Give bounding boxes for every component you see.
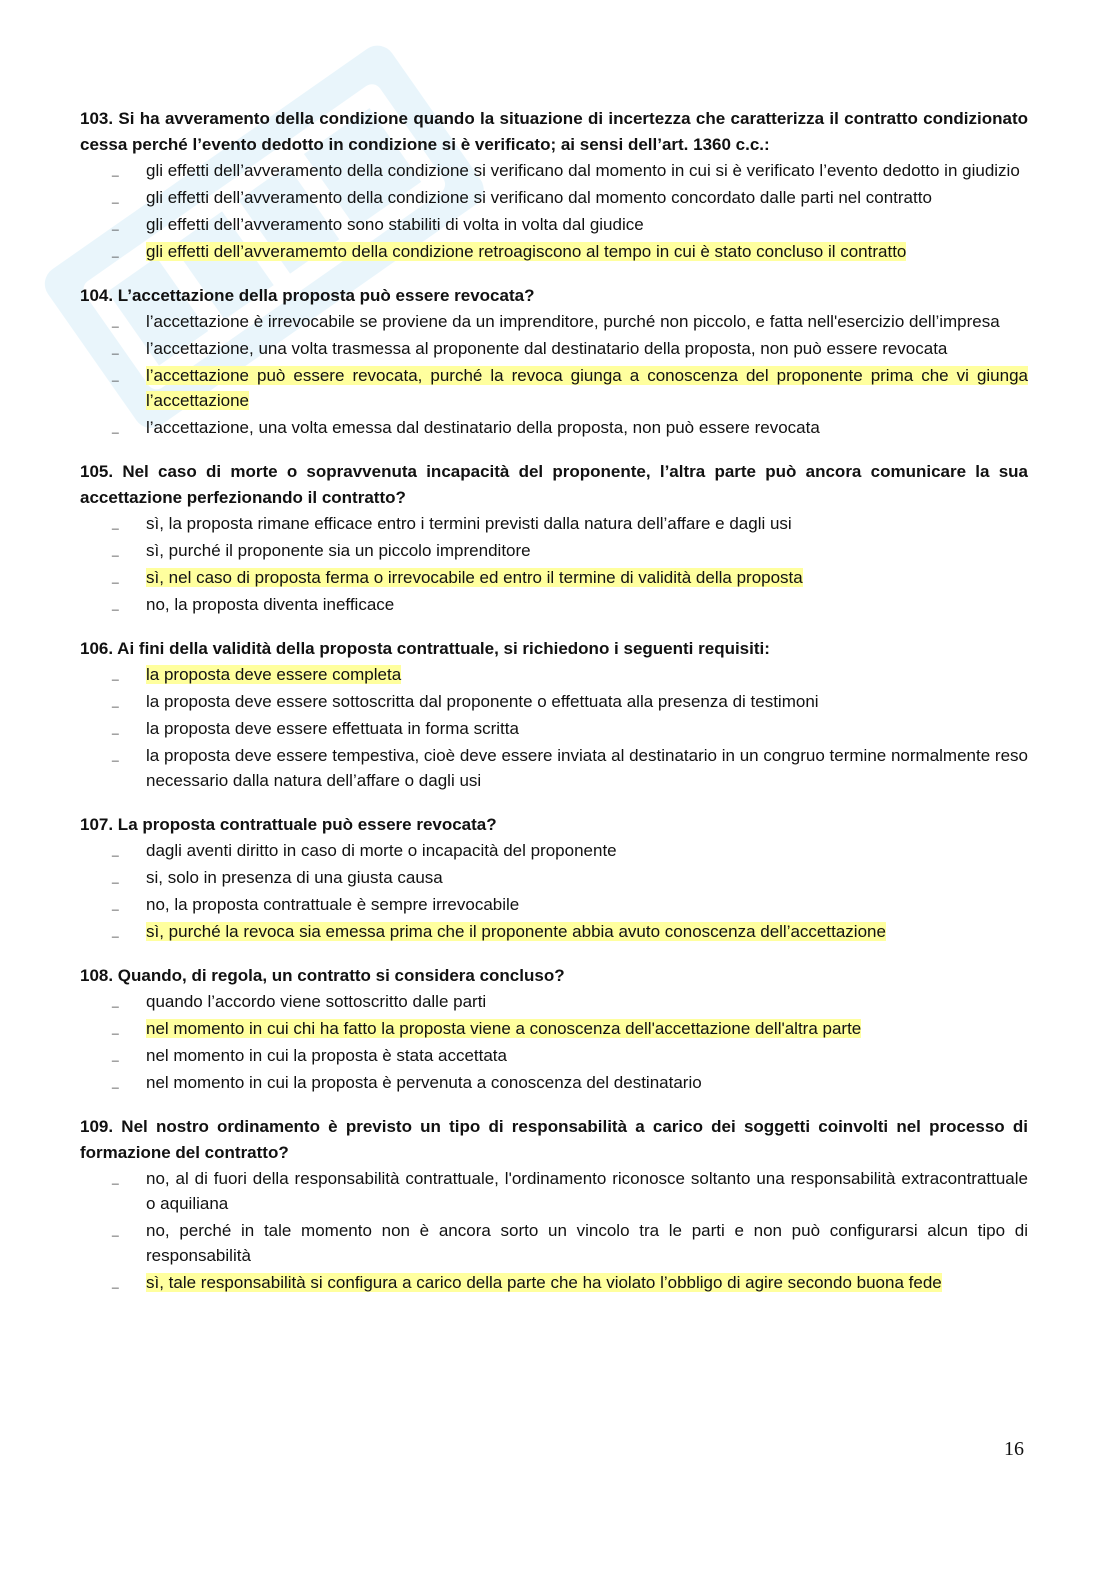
answer-text: la proposta deve essere completa xyxy=(146,665,402,684)
bullet-icon: _ xyxy=(112,570,119,584)
answer-text: sì, nel caso di proposta ferma o irrevocabile ed entro il termine di validità della proposta xyxy=(146,568,803,587)
bullet-icon: _ xyxy=(112,516,119,530)
answer-option xyxy=(80,336,1028,361)
bullet-icon: _ xyxy=(112,420,119,434)
question-block xyxy=(80,106,1028,264)
document-page xyxy=(80,106,1028,1314)
bullet-icon: _ xyxy=(112,244,119,258)
answer-option xyxy=(80,689,1028,714)
answer-text: l’accettazione è irrevocabile se proviene da un imprenditore, purché non piccolo, e fatta nell'esercizio dell’impresa xyxy=(146,312,1000,331)
answer-option xyxy=(80,1043,1028,1068)
bullet-icon: _ xyxy=(112,667,119,681)
answer-text: la proposta deve essere effettuata in forma scritta xyxy=(146,719,519,738)
answer-text: nel momento in cui chi ha fatto la proposta viene a conoscenza dell'accettazione dell'altra parte xyxy=(146,1019,862,1038)
bullet-icon: _ xyxy=(112,994,119,1008)
answer-text: la proposta deve essere tempestiva, cioè deve essere inviata al destinatario in un congruo termine normalmente reso necessario dalla natura dell’affare o dagli usi xyxy=(146,746,1028,790)
page-number: 16 xyxy=(1004,1438,1024,1460)
question-title: 104. L’accettazione della proposta può essere revocata? xyxy=(80,286,535,305)
question-block xyxy=(80,812,1028,944)
bullet-icon: _ xyxy=(112,314,119,328)
answer-text: sì, purché la revoca sia emessa prima che il proponente abbia avuto conoscenza dell’accettazione xyxy=(146,922,886,941)
bullet-icon: _ xyxy=(112,163,119,177)
answer-text: sì, tale responsabilità si configura a carico della parte che ha violato l’obbligo di agire secondo buona fede xyxy=(146,1273,942,1292)
answer-option xyxy=(80,838,1028,863)
bullet-icon: _ xyxy=(112,1223,119,1237)
question-block xyxy=(80,283,1028,440)
bullet-icon: _ xyxy=(112,1171,119,1185)
answer-text: nel momento in cui la proposta è pervenuta a conoscenza del destinatario xyxy=(146,1073,702,1092)
answer-options xyxy=(80,511,1028,617)
answer-option xyxy=(80,1218,1028,1268)
answer-text: gli effetti dell’avveramento della condizione si verificano dal momento concordato dalle parti nel contratto xyxy=(146,188,932,207)
bullet-icon: _ xyxy=(112,1075,119,1089)
bullet-icon: _ xyxy=(112,597,119,611)
question-title: 107. La proposta contrattuale può essere revocata? xyxy=(80,815,497,834)
answer-options xyxy=(80,1166,1028,1295)
answer-text: gli effetti dell’avveramemto della condizione retroagiscono al tempo in cui è stato concluso il contratto xyxy=(146,242,907,261)
answer-text: nel momento in cui la proposta è stata accettata xyxy=(146,1046,507,1065)
answer-option xyxy=(80,1070,1028,1095)
answer-option xyxy=(80,415,1028,440)
answer-option xyxy=(80,309,1028,334)
answer-text: gli effetti dell’avveramento della condizione si verificano dal momento in cui si è verificato l’evento dedotto in giudizio xyxy=(146,161,1020,180)
question-block xyxy=(80,1114,1028,1295)
answer-text: quando l’accordo viene sottoscritto dalle parti xyxy=(146,992,487,1011)
question-block xyxy=(80,459,1028,617)
bullet-icon: _ xyxy=(112,897,119,911)
answer-option xyxy=(80,592,1028,617)
answer-option-correct xyxy=(80,1016,1028,1041)
answer-option xyxy=(80,743,1028,793)
bullet-icon: _ xyxy=(112,217,119,231)
answer-text: dagli aventi diritto in caso di morte o incapacità del proponente xyxy=(146,841,617,860)
answer-text: no, la proposta diventa inefficace xyxy=(146,595,395,614)
answer-options xyxy=(80,989,1028,1095)
question-block xyxy=(80,636,1028,793)
question-title: 109. Nel nostro ordinamento è previsto un tipo di responsabilità a carico dei soggetti coinvolti nel processo di formazione del contratto? xyxy=(80,1117,1028,1162)
answer-text: no, al di fuori della responsabilità contrattuale, l'ordinamento riconosce soltanto una responsabilità extracontrattuale o aquiliana xyxy=(146,1169,1028,1213)
answer-option xyxy=(80,989,1028,1014)
answer-text: no, perché in tale momento non è ancora sorto un vincolo tra le parti e non può configurarsi alcun tipo di responsabilità xyxy=(146,1221,1028,1265)
answer-option xyxy=(80,511,1028,536)
question-title: 105. Nel caso di morte o sopravvenuta incapacità del proponente, l’altra parte può ancora comunicare la sua accettazione perfezionando il contratto? xyxy=(80,462,1028,507)
bullet-icon: _ xyxy=(112,1275,119,1289)
bullet-icon: _ xyxy=(112,1021,119,1035)
answer-option-correct xyxy=(80,239,1028,264)
answer-option-correct xyxy=(80,363,1028,413)
answer-option-correct xyxy=(80,662,1028,687)
answer-options xyxy=(80,158,1028,264)
question-block xyxy=(80,963,1028,1095)
answer-text: si, solo in presenza di una giusta causa xyxy=(146,868,443,887)
answer-text: l’accettazione, una volta emessa dal destinatario della proposta, non può essere revocata xyxy=(146,418,820,437)
bullet-icon: _ xyxy=(112,924,119,938)
bullet-icon: _ xyxy=(112,543,119,557)
question-title: 103. Si ha avveramento della condizione quando la situazione di incertezza che caratterizza il contratto condizionato cessa perché l’evento dedotto in condizione si è verificato; ai sensi dell’art. 1360 c.c.: xyxy=(80,109,1028,154)
answer-option xyxy=(80,716,1028,741)
answer-text: no, la proposta contrattuale è sempre irrevocabile xyxy=(146,895,520,914)
bullet-icon: _ xyxy=(112,721,119,735)
bullet-icon: _ xyxy=(112,748,119,762)
answer-options xyxy=(80,838,1028,944)
answer-options xyxy=(80,309,1028,440)
answer-option xyxy=(80,865,1028,890)
bullet-icon: _ xyxy=(112,341,119,355)
bullet-icon: _ xyxy=(112,368,119,382)
answer-option xyxy=(80,1166,1028,1216)
bullet-icon: _ xyxy=(112,870,119,884)
answer-option-correct xyxy=(80,565,1028,590)
bullet-icon: _ xyxy=(112,1048,119,1062)
answer-text: sì, la proposta rimane efficace entro i termini previsti dalla natura dell’affare e dagli usi xyxy=(146,514,792,533)
answer-text: la proposta deve essere sottoscritta dal proponente o effettuata alla presenza di testimoni xyxy=(146,692,819,711)
answer-text: gli effetti dell’avveramento sono stabiliti di volta in volta dal giudice xyxy=(146,215,644,234)
answer-option xyxy=(80,158,1028,183)
answer-option-correct xyxy=(80,919,1028,944)
answer-option xyxy=(80,185,1028,210)
answer-text: l’accettazione può essere revocata, purché la revoca giunga a conoscenza del proponente prima che vi giunga l’accettazione xyxy=(146,366,1028,410)
bullet-icon: _ xyxy=(112,843,119,857)
question-title: 108. Quando, di regola, un contratto si considera concluso? xyxy=(80,966,565,985)
answer-option-correct xyxy=(80,1270,1028,1295)
answer-options xyxy=(80,662,1028,793)
question-title: 106. Ai fini della validità della proposta contrattuale, si richiedono i seguenti requisiti: xyxy=(80,639,770,658)
answer-text: sì, purché il proponente sia un piccolo imprenditore xyxy=(146,541,531,560)
answer-option xyxy=(80,538,1028,563)
answer-option xyxy=(80,892,1028,917)
bullet-icon: _ xyxy=(112,190,119,204)
answer-option xyxy=(80,212,1028,237)
answer-text: l’accettazione, una volta trasmessa al proponente dal destinatario della proposta, non può essere revocata xyxy=(146,339,948,358)
bullet-icon: _ xyxy=(112,694,119,708)
